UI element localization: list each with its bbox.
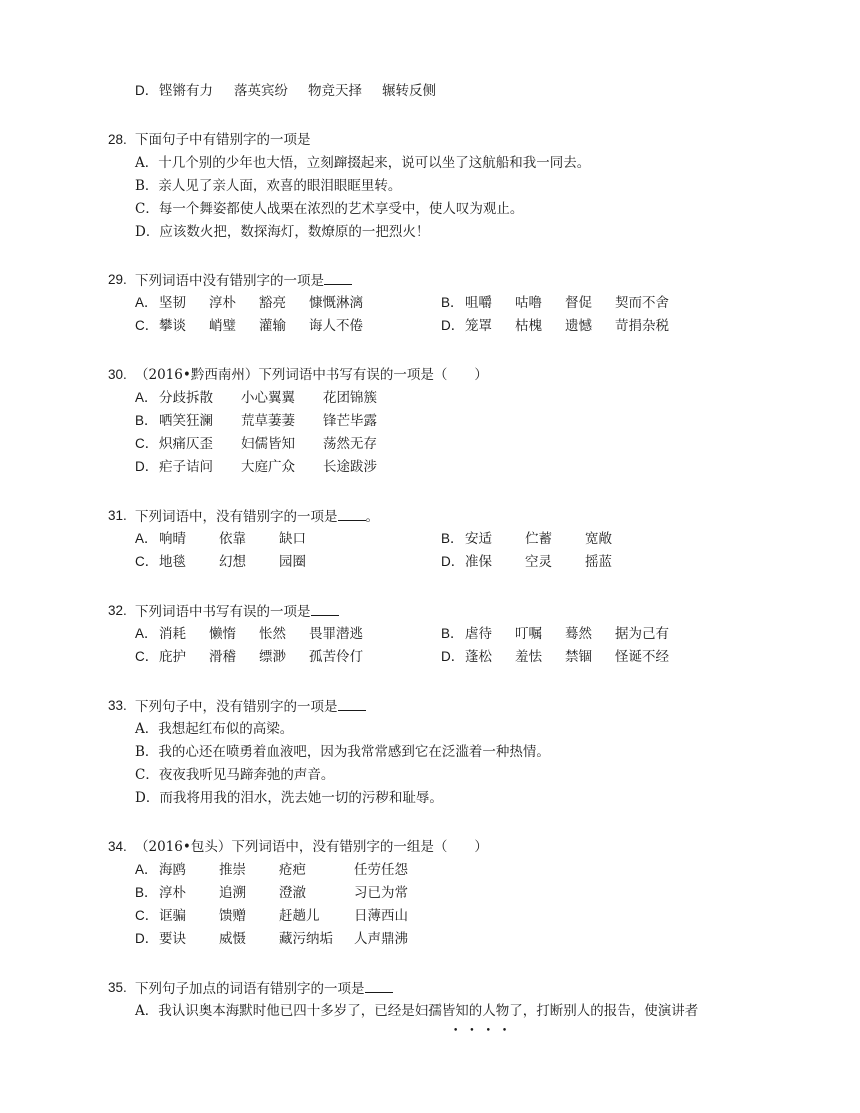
q30-option-b: B．哂笑狂澜 荒草萋萋 锋芒毕露 (135, 413, 377, 429)
q30-option-a: A．分歧拆散 小心翼翼 花团锦簇 (135, 390, 377, 406)
question-number: 31. (108, 508, 127, 523)
question-number: 30. (108, 367, 127, 382)
q31-option-d: D．准保 空灵 摇蓝 (441, 554, 612, 570)
answer-blank (311, 602, 339, 616)
q32-option-d: D．蓬松 羞怯 禁锢 怪诞不经 (441, 649, 669, 665)
q32-option-c: C．庇护 滑稽 缥渺 孤苦伶仃 (135, 649, 363, 665)
q32-option-a: A．消耗 懒惰 怅然 畏罪潜逃 (135, 626, 363, 642)
q34-option-b: B．淳朴 追溯 澄澈 习已为常 (135, 885, 408, 901)
q35-option-a: A．我认识奥本海默时他已四十多岁了，已经是妇孺皆知的人物了，打断别人的报告，使演讲者 (135, 1003, 699, 1019)
q29-option-b: B．咀嚼 咕噜 督促 契而不舍 (441, 295, 669, 311)
question-number: 34. (108, 839, 127, 854)
question-number: 28. (108, 132, 127, 147)
q29-option-a: A．坚韧 淳朴 豁亮 慷慨淋漓 (135, 295, 363, 311)
q32-option-b: B．虐待 叮嘱 蓦然 据为己有 (441, 626, 669, 642)
q29-option-d: D．笼罩 枯槐 遗憾 苛捐杂税 (441, 318, 669, 334)
question-stem: 下列句子中，没有错别字的一项是 (135, 699, 338, 715)
question-number: 29. (108, 272, 127, 287)
emphasis-dots: •••• (453, 1026, 519, 1036)
question-stem: 下列词语中没有错别字的一项是 (135, 273, 324, 289)
answer-blank (324, 271, 352, 285)
question-stem: 下列词语中书写有误的一项是 (135, 604, 311, 620)
q31-option-b: B．安适 伫蓄 宽敞 (441, 531, 612, 547)
question-stem: 下面句子中有错别字的一项是 (135, 132, 311, 148)
q31-option-a: A．响晴 依靠 缺口 (135, 531, 306, 547)
exam-page: D．铿锵有力 落英宾纷 物竞天择 辗转反侧 28. 下面句子中有错别字的一项是 A．十几个别的少年也大悟，立刻蹿掇起来，说可以坐了这航船和我一同去。 B．亲人见了亲人面，欢喜的眼泪眼眶里转。 C．每一个舞姿都使人战栗在浓烈的艺术享受中，使人叹为观止。 D．应该数火把，数探海灯，数燎原的一把烈火！ 29. 下列词语中没有错别字的一项是 A．坚韧 淳朴 豁亮 慷慨淋漓 B．咀嚼 咕噜 督促 契而不舍 C．攀谈 峭璧 灌输 诲人不倦 D．笼罩 枯槐 遗憾 苛捐杂税 30. （2016•黔西南州）下列词语中书写有误的一项是（ ） A．分歧拆散 小心翼翼 花团锦簇 B．哂笑狂澜 荒草萋萋 锋芒毕露 C．炽痛仄歪 妇儒皆知 荡然无存 D．疟子诘问 大庭广众 长途跋涉 31. 下列词语中，没有错别字的一项是 。 A．响晴 依靠 缺口 B．安适 伫蓄 宽敞 C．地毯 幻想 园圈 D．准保 空灵 摇蓝 32. 下列词语中书写有误的一项是 A．消耗 懒惰 怅然 畏罪潜逃 B．虐待 叮嘱 蓦然 据为己有 C．庇护 滑稽 缥渺 孤苦伶仃 D．蓬松 羞怯 禁锢 怪诞不经 33. 下列句子中，没有错别字的一项是 A．我想起红布似的高梁。 B．我的心还在喷勇着血液吧，因为我常常感到它在泛滥着一种热情。 C．夜夜我听见马蹄奔弛的声音。 D．而我将用我的泪水，洗去她一切的污秽和耻辱。 34. （2016•包头）下列词语中，没有错别字的一组是（ ） A．海鸥 推崇 疮疤 任劳任怨 B．淳朴 追溯 澄澈 习已为常 C．诓骗 馈赠 赶趟儿 日薄西山 D．要诀 威慑 藏污纳垢 人声鼎沸 35. 下列句子加点的词语有错别字的一项是 A．我认识奥本海默时他已四十多岁了，已经是妇孺皆知的人物了，打断别人的报告，使演讲者 •••• (108, 83, 699, 1036)
q34-option-a: A．海鸥 推崇 疮疤 任劳任怨 (135, 862, 408, 878)
answer-blank (338, 507, 366, 521)
q29-option-c: C．攀谈 峭璧 灌输 诲人不倦 (135, 318, 363, 334)
answer-blank (365, 979, 393, 993)
q33-option-c: C．夜夜我听见马蹄奔弛的声音。 (135, 767, 335, 783)
q28-option-b: B．亲人见了亲人面，欢喜的眼泪眼眶里转。 (135, 178, 402, 194)
q34-option-d: D．要诀 威慑 藏污纳垢 人声鼎沸 (135, 931, 408, 947)
q33-option-b: B．我的心还在喷勇着血液吧，因为我常常感到它在泛滥着一种热情。 (135, 744, 550, 760)
question-stem: 下列词语中，没有错别字的一项是 (135, 509, 338, 525)
question-number: 33. (108, 698, 127, 713)
question-stem: （2016•包头）下列词语中，没有错别字的一组是（ ） (135, 839, 488, 855)
q28-option-a: A．十几个别的少年也大悟，立刻蹿掇起来，说可以坐了这航船和我一同去。 (135, 155, 591, 171)
q28-option-d: D．应该数火把，数探海灯，数燎原的一把烈火！ (135, 224, 430, 240)
question-number: 35. (108, 980, 127, 995)
answer-blank (338, 697, 366, 711)
question-number: 32. (108, 603, 127, 618)
question-stem: 下列句子加点的词语有错别字的一项是 (135, 981, 365, 997)
q28-option-c: C．每一个舞姿都使人战栗在浓烈的艺术享受中，使人叹为观止。 (135, 201, 524, 217)
q33-option-a: A．我想起红布似的高梁。 (135, 721, 294, 737)
q30-option-d: D．疟子诘问 大庭广众 长途跋涉 (135, 459, 377, 475)
q30-option-c: C．炽痛仄歪 妇儒皆知 荡然无存 (135, 436, 377, 452)
q31-option-c: C．地毯 幻想 园圈 (135, 554, 306, 570)
question-stem: （2016•黔西南州）下列词语中书写有误的一项是（ ） (135, 367, 488, 383)
q34-option-c: C．诓骗 馈赠 赶趟儿 日薄西山 (135, 908, 408, 924)
q33-option-d: D．而我将用我的泪水，洗去她一切的污秽和耻辱。 (135, 790, 443, 806)
